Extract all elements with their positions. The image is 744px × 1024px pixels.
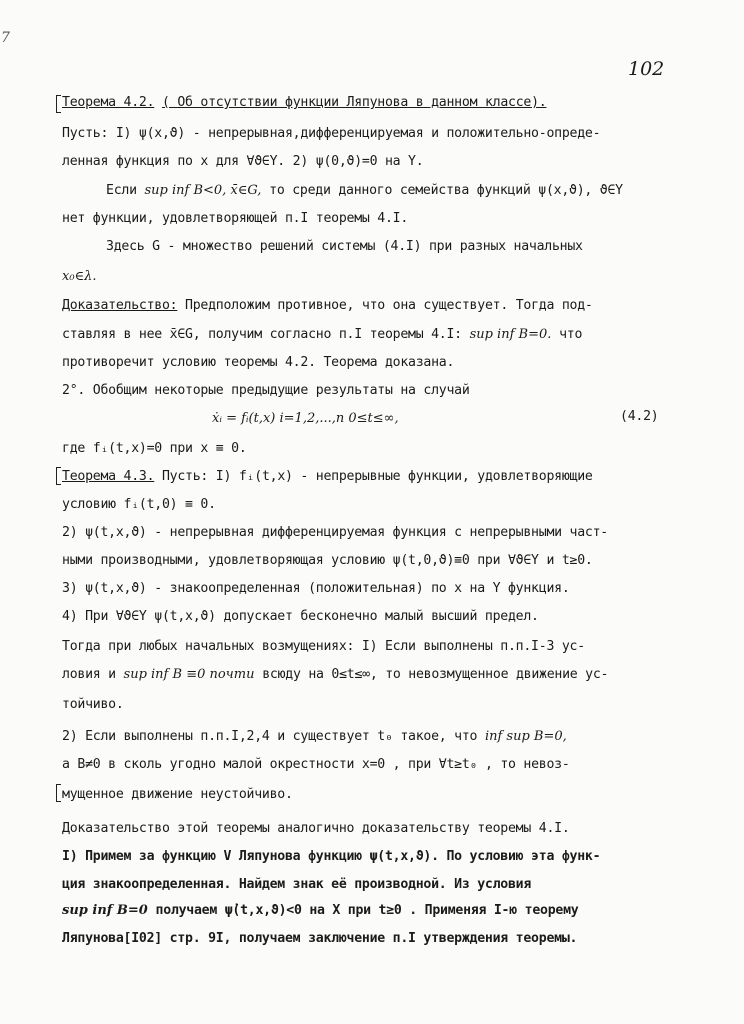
proof-label: Доказательство: (62, 298, 178, 313)
text-fragment: 2) Если выполнены п.п.I,2,4 и существует t₀ такое, что (62, 729, 478, 744)
text-line: противоречит условию теоремы 4.2. Теорема доказана. (62, 355, 455, 370)
theorem-4-3-title: Теорема 4.3. (62, 469, 155, 484)
text-line: I) Примем за функцию V Ляпунова функцию ψ(t,x,ϑ). По условию эта функ- (62, 849, 601, 864)
text-fragment: , то невоз- (484, 757, 570, 772)
text-line (62, 728, 567, 746)
margin-bracket-theorem-4-3 (56, 467, 61, 485)
text-line (62, 297, 593, 315)
text-fragment: Пусть: I) fᵢ(t,x) - непрерывные функции, удовлетворяющие (161, 469, 593, 484)
text-line: ция знакоопределенная. Найдем знак её производной. Из условия (62, 877, 532, 892)
text-line: 2°. Обобщим некоторые предыдущие результаты на случай (62, 383, 470, 398)
text-line: Ляпунова[I02] стр. 9I, получаем заключение п.I утверждения теоремы. (62, 931, 578, 946)
text-line (62, 666, 608, 684)
text-line: Пусть: I) ψ(x,ϑ) - непрерывная,дифференцируемая и положительно-опреде- (62, 126, 601, 141)
text-line: 3) ψ(t,x,ϑ) - знакоопределенная (положительная) по x на Y функция. (62, 581, 570, 596)
text-fragment: то среди данного семейства функций ψ(x,ϑ), ϑ∈Y (269, 183, 623, 198)
text-fragment: ловия и (62, 667, 116, 682)
text-line: ными производными, удовлетворяющая условию ψ(t,0,ϑ)≡0 при ∀ϑ∈Y и t≥0. (62, 553, 593, 568)
text-fragment: что (559, 327, 583, 342)
margin-bracket-unstable (56, 784, 61, 802)
text-line: мущенное движение неустойчиво. (62, 787, 293, 802)
text-line: 2) ψ(t,x,ϑ) - непрерывная дифференцируемая функция с непрерывными част- (62, 525, 608, 540)
text-line: нет функции, удовлетворяющей п.I теоремы 4.I. (62, 211, 409, 226)
page-number: 102 (628, 58, 665, 80)
text-fragment: ставляя в нее x̄∈G, получим согласно п.I теоремы 4.I: (62, 327, 462, 342)
text-fragment: а B≠0 в сколь угодно малой окрестности x=0 , при ∀t≥t₀ (62, 757, 478, 772)
text-fragment: Если (106, 183, 137, 198)
text-line: 4) При ∀ϑ∈Y ψ(t,x,ϑ) допускает бесконечно малый высший предел. (62, 609, 539, 624)
text-line: Здесь G - множество решений системы (4.I) при разных начальных (106, 239, 583, 254)
margin-bracket-theorem-4-2 (56, 95, 61, 113)
theorem-4-2-heading (62, 94, 546, 112)
handwritten-formula: x₀∈λ. (62, 269, 97, 284)
handwritten-formula: sup inf B=0 (62, 903, 148, 918)
text-line (106, 182, 623, 200)
theorem-4-2-subtitle: ( Об отсутствии функции Ляпунова в данном классе). (161, 95, 547, 110)
text-line: условию fᵢ(t,0) ≡ 0. (62, 497, 216, 512)
corner-mark: 7 (1, 30, 10, 46)
text-fragment: Предположим противное, что она существует. Тогда под- (185, 298, 593, 313)
text-fragment: получаем ψ̇(t,x,ϑ)<0 на X при t≥0 . Применяя I-ю теорему (155, 903, 579, 918)
text-line: где fᵢ(t,x)=0 при x ≡ 0. (62, 441, 247, 456)
handwritten-formula: inf sup B=0, (484, 729, 567, 744)
equation-4-2: ẋᵢ = fᵢ(t,x) i=1,2,...,n 0≤t≤∞, (212, 411, 399, 426)
text-line (62, 756, 570, 774)
text-line: Доказательство этой теоремы аналогично доказательству теоремы 4.I. (62, 821, 570, 836)
theorem-4-3-heading (62, 468, 593, 486)
handwritten-formula: sup inf B=0. (469, 327, 552, 342)
text-line (62, 902, 578, 920)
text-fragment: всюду на 0≤t≤∞, то невозмущенное движение ус- (262, 667, 609, 682)
text-line: тойчиво. (62, 697, 124, 712)
handwritten-formula: sup inf B ≡0 почти (123, 667, 255, 682)
text-line: Тогда при любых начальных возмущениях: I) Если выполнены п.п.I-3 ус- (62, 639, 585, 654)
handwritten-formula: sup inf B<0, x̄∈G, (144, 183, 262, 198)
theorem-4-2-title: Теорема 4.2. (62, 95, 155, 110)
equation-number: (4.2) (620, 409, 659, 424)
text-line: ленная функция по x для ∀ϑ∈Y. 2) ψ(0,ϑ)=0 на Y. (62, 154, 424, 169)
text-line (62, 326, 582, 344)
